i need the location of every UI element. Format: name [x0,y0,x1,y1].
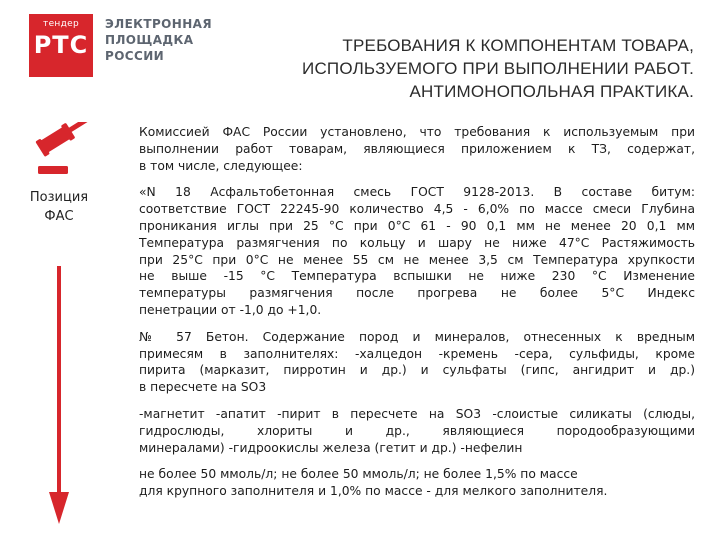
text-line: не более 50 ммоль/л; не более 50 ммоль/л; не более 1,5% по массе [139,467,578,482]
arrow-down-icon [48,266,70,524]
text-line: в том числе, следующее: [139,158,303,173]
slide-title [224,34,694,103]
content-body [139,124,695,504]
logo-wordmark [105,16,215,64]
logo-rts-text: РТС [33,31,89,59]
text-line: при 25°С при 0°С не менее 55 см не менее 3,5 см Температура хрупкости [139,252,695,267]
text-line: минералами) -гидроокислы железа (гетит и др.) -нефелин [139,440,523,455]
text-line: «N 18 Асфальтобетонная смесь ГОСТ 9128-2013. В составе битум: [139,185,695,200]
text-line: № 57 Бетон. Содержание пород и минералов, отнесенных к вредным [139,329,695,344]
fas-position-label [18,188,100,226]
text-line: не выше -15 °С Температура вспышки не ниже 230 °С Изменение [139,269,695,284]
text-line: Температура размягчения по кольцу и шару не ниже 47°С Растяжимость [139,235,695,250]
text-line: -магнетит -апатит -пирит в пересчете на SO3 -слоистые силикаты (слюды, [139,406,695,421]
label-line: Позиция [29,190,89,205]
paragraph-limits [139,466,695,500]
logo-line: РОССИИ [105,49,165,63]
title-line: ТРЕБОВАНИЯ К КОМПОНЕНТАМ ТОВАРА, [342,36,694,55]
text-line: проникания иглы при 25 °С при 0°С 61 - 90 0,1 мм не менее 20 0,1 мм [139,218,695,233]
title-line: АНТИМОНОПОЛЬНАЯ ПРАКТИКА. [409,82,694,101]
logo-badge [29,14,93,77]
text-line: примесям в заполнителях: -халцедон -кремень -сера, сульфиды, кроме [139,346,695,361]
paragraph-concrete [139,329,695,396]
text-line: Комиссией ФАС России установлено, что требования к используемым при [139,125,695,139]
text-line: для крупного заполнителя и 1,0% по массе - для мелкого заполнителя. [139,484,608,499]
paragraph-asphalt [139,184,695,318]
text-line: пирита (марказит, пирротин и др.) и сульфаты (гипс, ангидрит и др.) [139,363,695,378]
text-line: гидрослюды, хлориты и др., являющиеся породообразующими [139,423,695,438]
label-line: ФАС [44,209,74,224]
logo-line: ПЛОЩАДКА [105,33,194,47]
text-line: в пересчете на SO3 [139,380,267,395]
title-line: ИСПОЛЬЗУЕМОГО ПРИ ВЫПОЛНЕНИИ РАБОТ. [302,59,694,78]
paragraph-intro [139,124,695,174]
text-line: соответствие ГОСТ 22245-90 количество 4,5 - 6,0% по массе смеси Глубина [139,202,695,217]
text-line: пенетрации от -1,0 до +1,0. [139,302,322,317]
gavel-icon [30,122,92,178]
logo-line: ЭЛЕКТРОННАЯ [105,17,212,31]
logo-tender-text: тендер [43,19,79,29]
paragraph-minerals [139,406,695,456]
text-line: температуры размягчения после прогрева не более 5°С Индекс [139,286,695,301]
text-line: выполнении работ товарам, являющиеся приложением к ТЗ, содержат, [139,141,695,156]
